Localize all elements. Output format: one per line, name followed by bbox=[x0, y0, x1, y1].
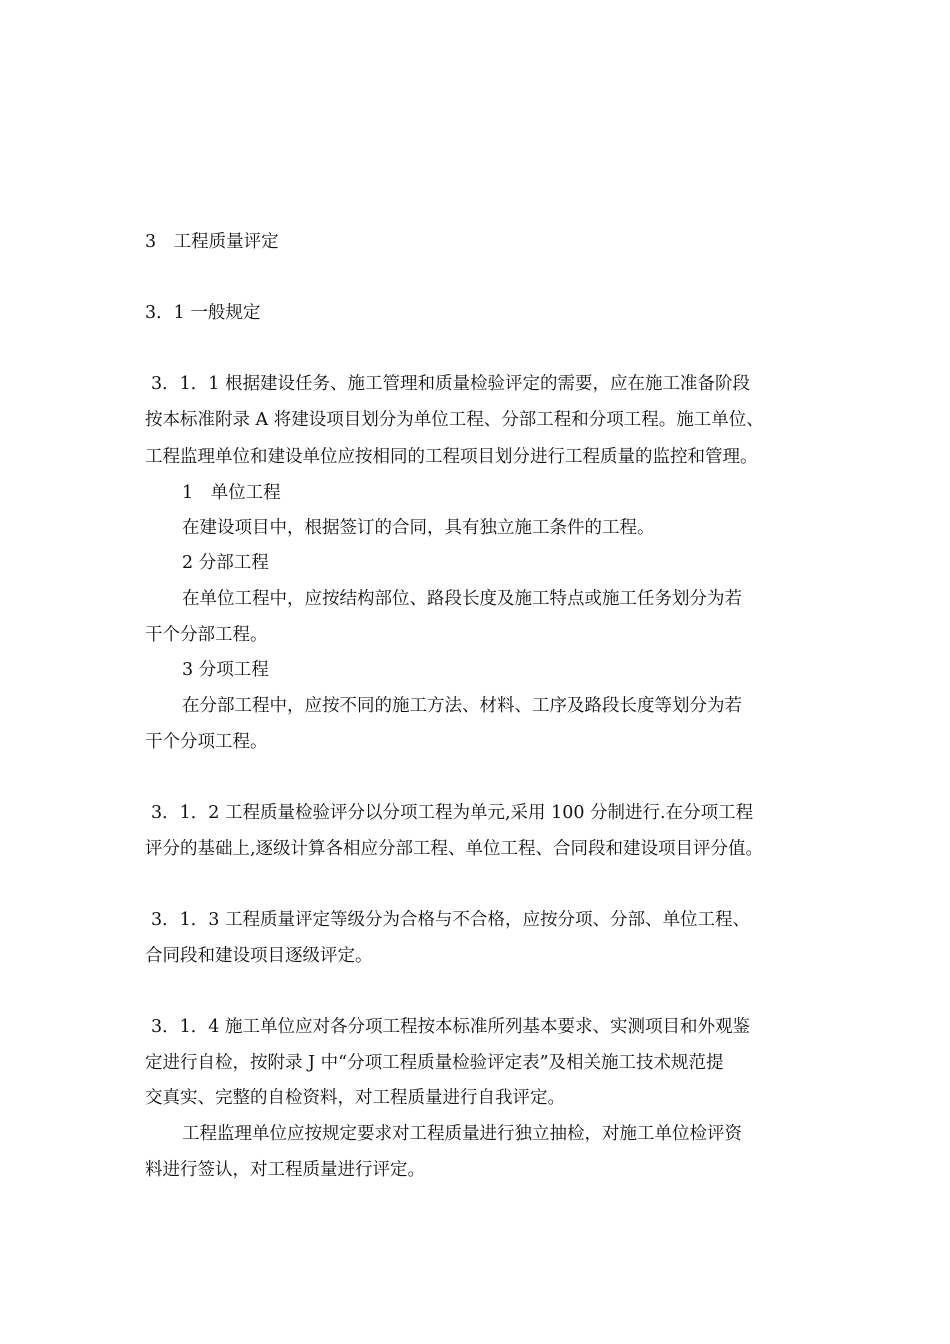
clause-3-1-4-line1: 3．1．4 施工单位应对各分项工程按本标准所列基本要求、实测项目和外观鉴 bbox=[151, 1017, 750, 1037]
item3-title: 3 分项工程 bbox=[182, 660, 269, 680]
clause-3-1-4-line2: 定进行自检，按附录 J 中“分项工程质量检验评定表”及相关施工技术规范提 bbox=[145, 1053, 724, 1073]
clause-3-1-4-para2-line1: 工程监理单位应按规定要求对工程质量进行独立抽检，对施工单位检评资 bbox=[182, 1124, 742, 1144]
item1-text: 在建设项目中，根据签订的合同，具有独立施工条件的工程。 bbox=[182, 518, 655, 538]
clause-3-1-1-line2: 按本标准附录 A 将建设项目划分为单位工程、分部工程和分项工程。施工单位、 bbox=[145, 410, 764, 430]
section-heading: 3．1 一般规定 bbox=[145, 303, 261, 323]
item1-title: 1 单位工程 bbox=[182, 483, 281, 503]
item3-text-line2: 干个分项工程。 bbox=[145, 732, 268, 752]
item2-text-line1: 在单位工程中，应按结构部位、路段长度及施工特点或施工任务划分为若 bbox=[182, 589, 742, 609]
clause-3-1-4-line3: 交真实、完整的自检资料，对工程质量进行自我评定。 bbox=[145, 1088, 565, 1108]
clause-3-1-2-line2: 评分的基础上,逐级计算各相应分部工程、单位工程、合同段和建设项目评分值。 bbox=[145, 839, 764, 859]
clause-3-1-1-line1: 3．1．1 根据建设任务、施工管理和质量检验评定的需要，应在施工准备阶段 bbox=[151, 374, 750, 394]
clause-3-1-1-line3: 工程监理单位和建设单位应按相同的工程项目划分进行工程质量的监控和管理。 bbox=[145, 447, 758, 467]
item2-text-line2: 干个分部工程。 bbox=[145, 625, 268, 645]
item3-text-line1: 在分部工程中，应按不同的施工方法、材料、工序及路段长度等划分为若 bbox=[182, 696, 742, 716]
clause-3-1-3-line1: 3．1．3 工程质量评定等级分为合格与不合格，应按分项、分部、单位工程、 bbox=[151, 910, 750, 930]
chapter-heading: 3 工程质量评定 bbox=[145, 232, 279, 252]
clause-3-1-3-line2: 合同段和建设项目逐级评定。 bbox=[145, 946, 373, 966]
item2-title: 2 分部工程 bbox=[182, 553, 269, 573]
clause-3-1-2-line1: 3．1．2 工程质量检验评分以分项工程为单元,采用 100 分制进行.在分项工程 bbox=[151, 803, 754, 823]
clause-3-1-4-para2-line2: 料进行签认，对工程质量进行评定。 bbox=[145, 1160, 425, 1180]
